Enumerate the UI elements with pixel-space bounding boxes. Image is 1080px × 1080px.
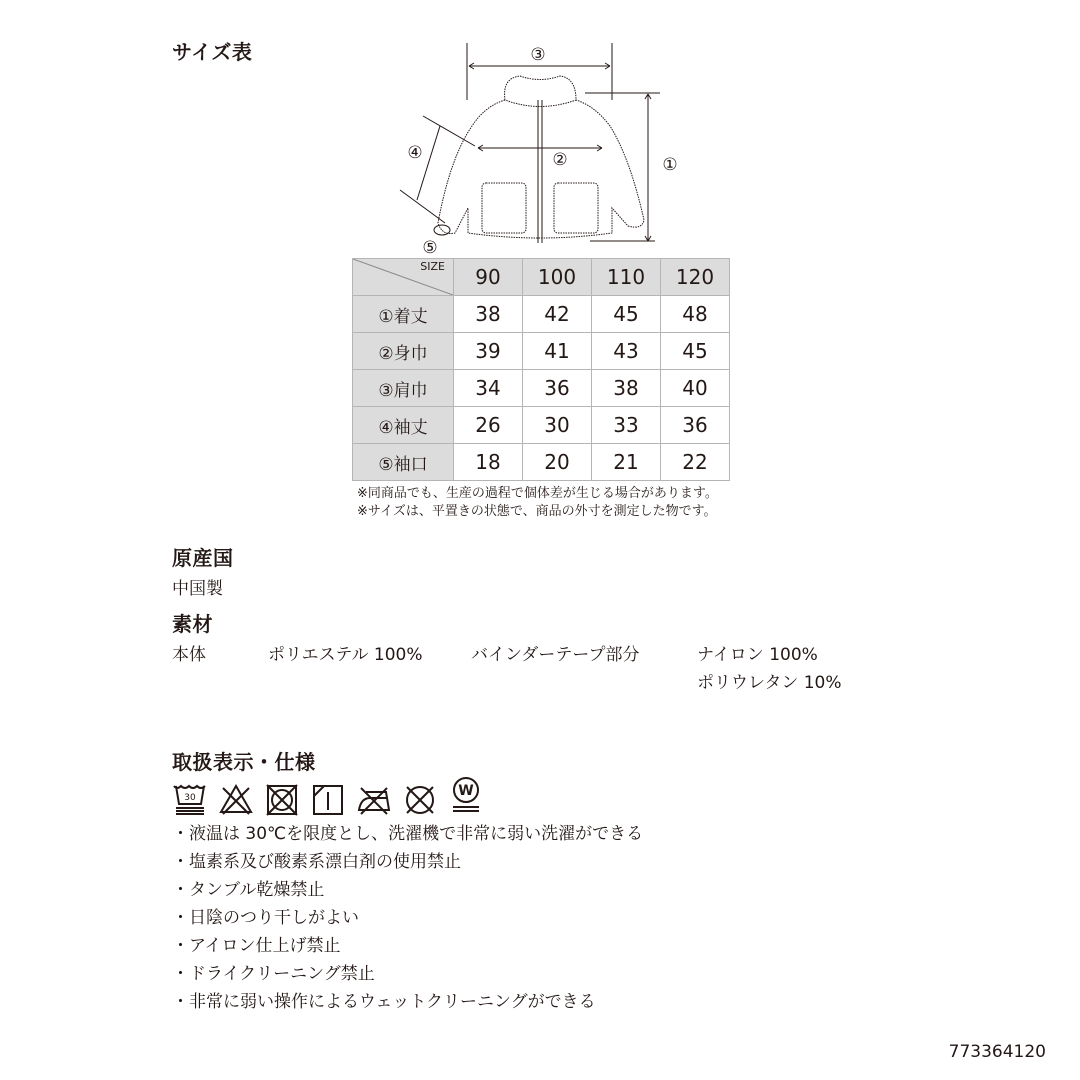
- diagram-label-5: ⑤: [422, 238, 438, 258]
- list-item: ・アイロン仕上げ禁止: [172, 936, 341, 956]
- svg-text:W: W: [458, 783, 474, 799]
- diagram-label-3: ③: [530, 45, 546, 65]
- table-cell: 22: [661, 444, 730, 481]
- care-icons: [172, 776, 484, 816]
- size-header: 100: [523, 259, 592, 296]
- table-row: [353, 444, 730, 481]
- table-cell: 40: [661, 370, 730, 407]
- table-row: [353, 333, 730, 370]
- size-note: ※サイズは、平置きの状態で、商品の外寸を測定した物です。: [357, 504, 717, 519]
- size-header: 110: [592, 259, 661, 296]
- material-binder-value: ポリウレタン 10%: [697, 673, 842, 693]
- table-cell: 21: [592, 444, 661, 481]
- no-iron-icon: [356, 780, 392, 816]
- size-table: [352, 258, 730, 481]
- row-label: ②身巾: [353, 333, 454, 370]
- table-corner-cell: [353, 259, 454, 296]
- table-cell: 38: [592, 370, 661, 407]
- row-label: ③肩巾: [353, 370, 454, 407]
- row-label: ⑤袖口: [353, 444, 454, 481]
- product-code: 773364120: [948, 1042, 1046, 1062]
- wet-clean-gentle-icon: [448, 776, 484, 816]
- table-cell: 39: [454, 333, 523, 370]
- table-cell: 36: [523, 370, 592, 407]
- care-instructions-list: [172, 820, 643, 1016]
- no-bleach-icon: [218, 780, 254, 816]
- line-dry-shade-icon: [310, 780, 346, 816]
- table-cell: 45: [661, 333, 730, 370]
- material-binder-label: バインダーテープ部分: [471, 645, 640, 665]
- size-corner-label: SIZE: [420, 260, 445, 273]
- diagram-label-1: ①: [662, 155, 678, 175]
- size-chart-title: サイズ表: [172, 40, 253, 64]
- size-note: ※同商品でも、生産の過程で個体差が生じる場合があります。: [357, 486, 718, 501]
- material-main-value: ポリエステル 100%: [268, 645, 423, 665]
- table-cell: 26: [454, 407, 523, 444]
- list-item: ・ドライクリーニング禁止: [172, 964, 375, 984]
- diagram-label-2: ②: [552, 150, 568, 170]
- size-notes: [357, 485, 718, 521]
- svg-text:30: 30: [184, 793, 196, 803]
- jacket-measurement-diagram: [390, 38, 680, 258]
- list-item: ・タンブル乾燥禁止: [172, 880, 325, 900]
- table-row: [353, 407, 730, 444]
- row-label: ①着丈: [353, 296, 454, 333]
- list-item: ・塩素系及び酸素系漂白剤の使用禁止: [172, 852, 461, 872]
- table-cell: 30: [523, 407, 592, 444]
- row-label: ④袖丈: [353, 407, 454, 444]
- no-dry-clean-icon: [402, 780, 438, 816]
- table-cell: 36: [661, 407, 730, 444]
- table-cell: 43: [592, 333, 661, 370]
- material-title: 素材: [172, 612, 213, 636]
- table-cell: 20: [523, 444, 592, 481]
- table-cell: 45: [592, 296, 661, 333]
- list-item: ・日陰のつり干しがよい: [172, 908, 359, 928]
- origin-value: 中国製: [172, 579, 223, 599]
- table-cell: 42: [523, 296, 592, 333]
- table-cell: 18: [454, 444, 523, 481]
- material-binder-value: ナイロン 100%: [697, 645, 818, 665]
- table-cell: 41: [523, 333, 592, 370]
- size-header: 120: [661, 259, 730, 296]
- table-header-row: [353, 259, 730, 296]
- wash-30-gentle-icon: [172, 780, 208, 816]
- table-cell: 48: [661, 296, 730, 333]
- no-tumble-dry-icon: [264, 780, 300, 816]
- diagram-label-4: ④: [407, 143, 423, 163]
- table-cell: 33: [592, 407, 661, 444]
- origin-title: 原産国: [172, 546, 234, 570]
- list-item: ・非常に弱い操作によるウェットクリーニングができる: [172, 992, 596, 1012]
- table-row: [353, 296, 730, 333]
- list-item: ・液温は 30℃を限度とし、洗濯機で非常に弱い洗濯ができる: [172, 824, 644, 844]
- size-header: 90: [454, 259, 523, 296]
- care-title: 取扱表示・仕様: [172, 750, 316, 774]
- table-row: [353, 370, 730, 407]
- table-cell: 34: [454, 370, 523, 407]
- table-cell: 38: [454, 296, 523, 333]
- material-main-label: 本体: [172, 645, 206, 665]
